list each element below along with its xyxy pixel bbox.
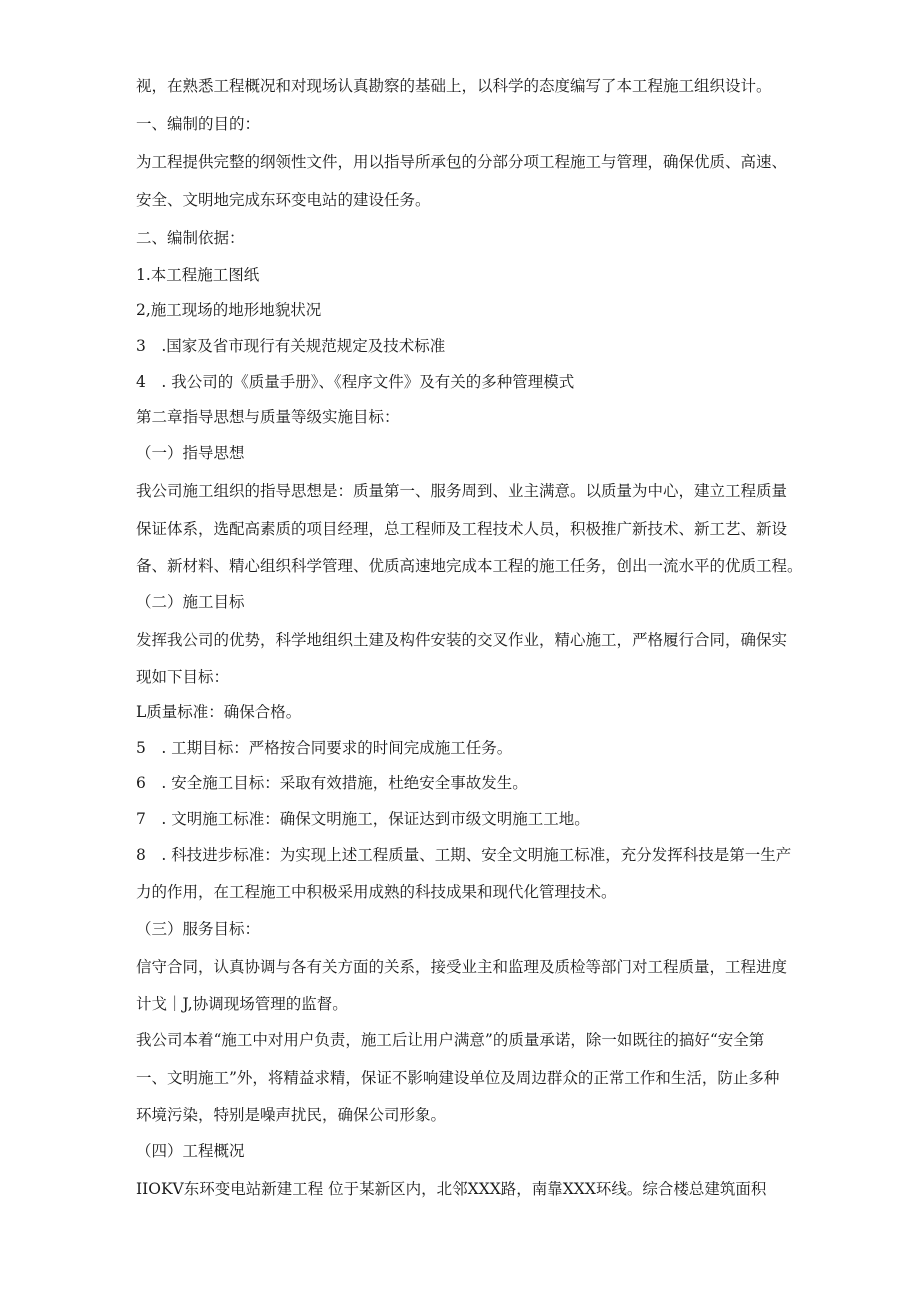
list-item: L质量标准：确保合格。 (136, 703, 302, 721)
list-item: 8 . 科技进步标准：为实现上述工程质量、工期、安全文明施工标准，充分发挥科技是第一生产 (136, 846, 792, 864)
list-item: 4 . 我公司的《质量手册》、《程序文件》及有关的多种管理模式 (136, 373, 575, 391)
list-item: 5 . 工期目标：严格按合同要求的时间完成施工任务。 (136, 739, 513, 757)
list-item: 7 . 文明施工标准：确保文明施工，保证达到市级文明施工工地。 (136, 810, 590, 828)
subsection-heading: （一）指导思想 (136, 444, 245, 462)
text-line: 视，在熟悉工程概况和对现场认真勘察的基础上，以科学的态度编写了本工程施工组织设计。 (136, 77, 772, 95)
text-line: 环境污染，特别是噪声扰民，确保公司形象。 (136, 1106, 447, 1124)
subsection-heading: （二）施工目标 (136, 593, 245, 611)
list-item: 3 .国家及省市现行有关规范规定及技术标准 (136, 337, 446, 355)
text-line: 为工程提供完整的纲领性文件，用以指导所承包的分部分项工程施工与管理，确保优质、高速、 (136, 153, 788, 171)
list-item: 1.本工程施工图纸 (136, 266, 260, 284)
chapter-heading: 第二章指导思想与质量等级实施目标： (136, 408, 400, 426)
text-line: 力的作用，在工程施工中积极采用成熟的科技成果和现代化管理技术。 (136, 883, 617, 901)
text-line: 我公司本着“施工中对用户负责，施工后让用户满意”的质量承诺，除一如既往的搞好“安全第 (136, 1031, 765, 1049)
text-line: 备、新材料、精心组织科学管理、优质高速地完成本工程的施工任务，创出一流水平的优质工程。 (136, 557, 803, 575)
text-line: 保证体系，选配高素质的项目经理，总工程师及工程技术人员，积极推广新技术、新工艺、新设 (136, 520, 788, 538)
text-line: 我公司施工组织的指导思想是：质量第一、服务周到、业主满意。以质量为中心，建立工程质量 (136, 482, 788, 500)
text-line: 信守合同，认真协调与各有关方面的关系，接受业主和监理及质检等部门对工程质量，工程进度 (136, 958, 788, 976)
list-item: 2,施工现场的地形地貌状况 (136, 301, 322, 319)
text-line: 计戈｜J,协调现场管理的监督。 (136, 995, 348, 1013)
text-line: 一、文明施工”外，将精益求精，保证不影响建设单位及周边群众的正常工作和生活，防止多种 (136, 1069, 780, 1087)
text-line: 安全、文明地完成东环变电站的建设任务。 (136, 191, 431, 209)
section-heading: 二、编制依据： (136, 229, 245, 247)
text-line: 发挥我公司的优势，科学地组织土建及构件安装的交叉作业，精心施工，严格履行合同，确保实 (136, 631, 788, 649)
subsection-heading: （四）工程概况 (136, 1142, 245, 1160)
section-heading: 一、编制的目的： (136, 115, 261, 133)
list-item: 6 . 安全施工目标：采取有效措施，杜绝安全事故发生。 (136, 774, 528, 792)
text-line: 现如下目标： (136, 668, 230, 686)
subsection-heading: （三）服务目标： (136, 920, 261, 938)
text-line: IIOKV东环变电站新建工程 位于某新区内，北邻XXX路，南靠XXX环线。综合楼总建筑面积 (136, 1180, 767, 1198)
